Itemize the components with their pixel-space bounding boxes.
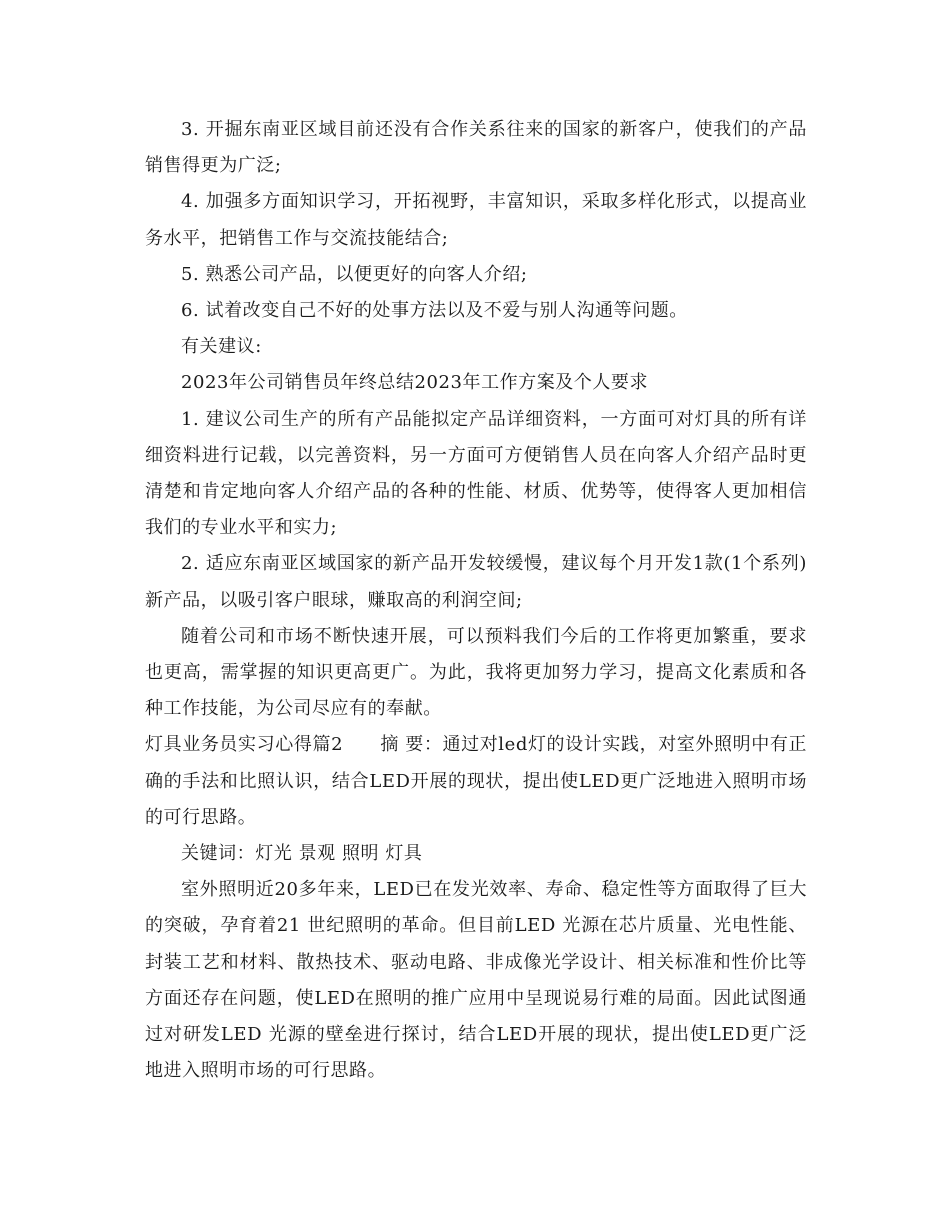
paragraph-item-3: 3. 开掘东南亚区域目前还没有合作关系往来的国家的新客户，使我们的产品销售得更为广泛; <box>145 119 807 177</box>
suggestion-item-1: 1. 建议公司生产的所有产品能拟定产品详细资料，一方面可对灯具的所有详细资料进行记载，以完善资料，另一方面可方便销售人员在向客人介绍产品时更清楚和肯定地向客人介绍产品的各种的性能、材质、优势等，使得客人更加相信我们的专业水平和实力; <box>145 408 807 539</box>
suggestions-heading: 有关建议: <box>181 336 262 358</box>
plan-title: 2023年公司销售员年终总结2023年工作方案及个人要求 <box>181 372 649 394</box>
article-abstract: 灯具业务员实习心得篇2 摘 要：通过对led灯的设计实践，对室外照明中有正确的手法和比照认识，结合LED开展的现状，提出使LED更广泛地进入照明市场的可行思路。 <box>145 734 807 828</box>
document-body <box>145 112 807 1089</box>
closing-paragraph: 随着公司和市场不断快速开展，可以预料我们今后的工作将更加繁重，要求也更高，需掌握的知识更高更广。为此，我将更加努力学习，提高文化素质和各种工作技能，为公司尽应有的奉献。 <box>145 625 807 720</box>
article-body-paragraph: 室外照明近20多年来，LED已在发光效率、寿命、稳定性等方面取得了巨大的突破，孕育着21 世纪照明的革命。但目前LED 光源在芯片质量、光电性能、封装工艺和材料、散热技术、驱动电路、非成像光学设计、相关标准和性价比等方面还存在问题，使LED在照明的推广应用中呈现说易行难的局面。因此试图通过对研发LED 光源的壁垒进行探讨，结合LED开展的现状，提出使LED更广泛地进入照明市场的可行思路。 <box>145 879 807 1082</box>
paragraph-item-5: 5. 熟悉公司产品，以便更好的向客人介绍; <box>181 263 528 285</box>
paragraph-item-4: 4. 加强多方面知识学习，开拓视野，丰富知识，采取多样化形式，以提高业务水平，把销售工作与交流技能结合; <box>145 191 807 249</box>
suggestion-item-2: 2. 适应东南亚区域国家的新产品开发较缓慢，建议每个月开发1款(1个系列)新产品，以吸引客户眼球，赚取高的利润空间; <box>145 553 807 611</box>
keywords-line: 关键词：灯光 景观 照明 灯具 <box>181 843 423 865</box>
paragraph-item-6: 6. 试着改变自己不好的处事方法以及不爱与别人沟通等问题。 <box>181 300 688 322</box>
